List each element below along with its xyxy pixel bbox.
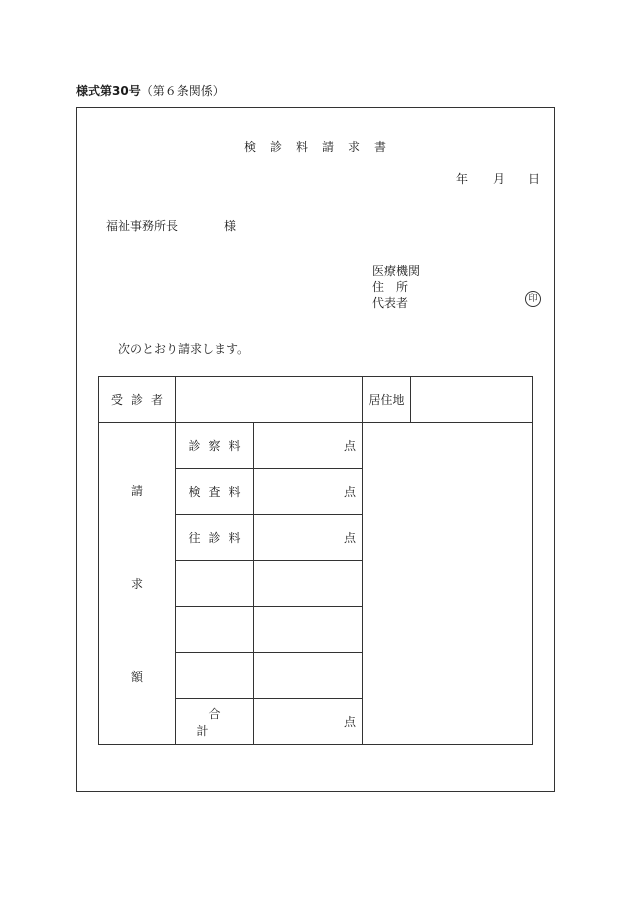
institution-label: 医療機関 (372, 264, 421, 278)
representative-label: 代表者 (372, 296, 409, 310)
addressee-title: 福祉事務所長 (106, 219, 179, 233)
item-label[interactable] (176, 607, 254, 653)
points-field[interactable]: 点 (254, 469, 363, 515)
addressee-honorific: 様 (224, 219, 237, 233)
form-number-main: 様式第30号 (76, 84, 141, 98)
patient-row (99, 377, 533, 423)
date-month-label: 月 (493, 172, 506, 186)
patient-field[interactable] (176, 377, 363, 423)
date-day-label: 日 (528, 172, 541, 186)
residence-field[interactable] (411, 377, 533, 423)
item-label: 往診料 (176, 515, 254, 561)
points-field[interactable] (254, 561, 363, 607)
total-label: 合計 (176, 699, 254, 745)
claim-amount-label (99, 423, 176, 745)
points-field[interactable] (254, 653, 363, 699)
addressee (106, 217, 237, 234)
address-label: 住 所 (372, 280, 409, 294)
item-label[interactable] (176, 561, 254, 607)
lead-text: 次のとおり請求します。 (118, 342, 250, 356)
document-title: 検診料請求書 (243, 140, 400, 154)
residence-label: 居住地 (363, 377, 411, 423)
patient-label-cell (99, 377, 176, 423)
claim-table (98, 376, 533, 745)
claim-row (99, 423, 533, 469)
seal-mark: 印 (525, 291, 541, 307)
claim-char-3: 額 (130, 670, 143, 684)
item-label: 診察料 (176, 423, 254, 469)
claim-char-1: 請 (130, 484, 143, 498)
date-year-label: 年 (456, 172, 469, 186)
patient-label: 受診者 (110, 393, 171, 407)
points-field[interactable] (254, 607, 363, 653)
total-points-field[interactable]: 点 (254, 699, 363, 745)
remarks-area[interactable] (363, 423, 533, 745)
claim-char-2: 求 (130, 577, 143, 591)
points-field[interactable]: 点 (254, 515, 363, 561)
item-label[interactable] (176, 653, 254, 699)
form-number (76, 82, 225, 99)
item-label: 検査料 (176, 469, 254, 515)
form-number-note: （第６条関係） (140, 84, 225, 98)
points-field[interactable]: 点 (254, 423, 363, 469)
